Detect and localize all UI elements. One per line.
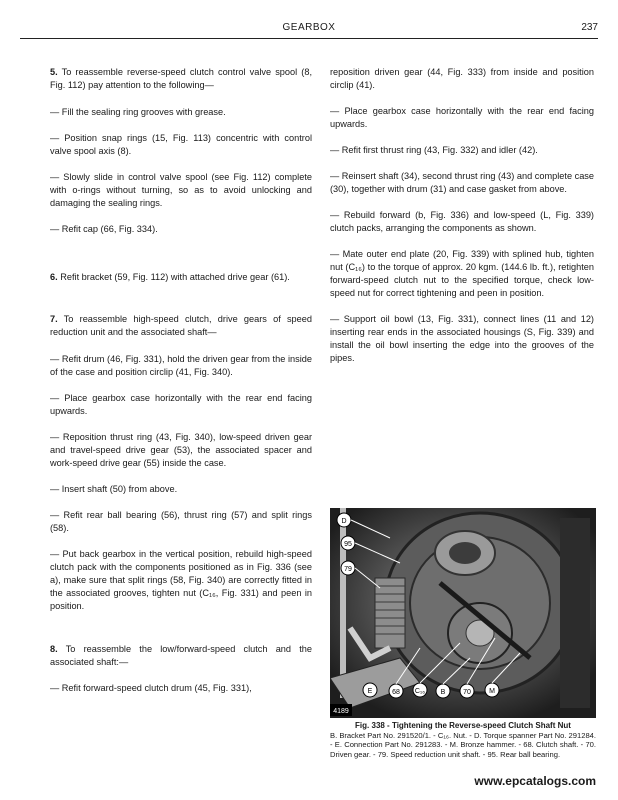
step-5c: — Slowly slide in control valve spool (see Fig. 112) complete with o-rings without turning, so as to avoid unlocking and damaging the sealing rings. <box>50 172 312 208</box>
caption-body: B. Bracket Part No. 291520/1. - C₁₆. Nut. - D. Torque spanner Part No. 291284. - E. Connection Part No. 291283. - M. Bronze hammer. - 68. Clutch shaft. - 70. Driven gear. - 79. Speed reduction unit shaft. - 95. Rear ball bearing. <box>330 730 596 759</box>
label-e: E <box>367 688 373 695</box>
label-70: 70 <box>463 689 471 696</box>
step-5d: — Refit cap (66, Fig. 334). <box>50 224 158 234</box>
caption-title: Fig. 338 - Tightening the Reverse-speed Clutch Shaft Nut <box>355 721 571 730</box>
label-68: 68 <box>392 689 400 696</box>
label-95: 95 <box>344 541 352 548</box>
step-7f: — Put back gearbox in the vertical position, rebuild high-speed clutch pack with the components positioned as in Fig. 336 (see a), make sure that split rings (58, Fig. 340) are correctly fitted in the associated grooves, tighten nut (C₁₆, Fig. 331) and peen in position. <box>50 549 312 611</box>
step-7a: — Refit drum (46, Fig. 331), hold the driven gear from the inside of the case and position circlip (41, Fig. 340). <box>50 354 312 377</box>
figure-338-photo <box>330 508 596 718</box>
step-8 <box>50 643 312 669</box>
label-b: B <box>440 689 446 696</box>
step-number: 5. <box>50 67 58 77</box>
step-7d: — Insert shaft (50) from above. <box>50 484 178 494</box>
label-79: 79 <box>344 566 352 573</box>
right-column <box>330 66 594 365</box>
photo-number: 4189 <box>333 708 349 715</box>
step-text: To reassemble high-speed clutch, drive gears of speed reduction unit and the associated shaft— <box>50 314 312 337</box>
figure-caption <box>330 721 596 759</box>
step-text: To reassemble the low/forward-speed clutch and the associated shaft:— <box>50 644 312 667</box>
label-d: D <box>341 518 347 525</box>
left-column <box>50 66 312 695</box>
step-8a-cont: reposition driven gear (44, Fig. 333) from inside and position circlip (41). <box>330 67 594 90</box>
page-header <box>20 18 598 39</box>
step-text: Refit bracket (59, Fig. 112) with attached drive gear (61). <box>60 272 290 282</box>
step-number: 6. <box>50 272 58 282</box>
step-5 <box>50 66 312 92</box>
label-c16: C₁₆ <box>414 688 426 695</box>
step-7b: — Place gearbox case horizontally with the rear end facing upwards. <box>50 393 312 416</box>
step-6 <box>50 271 312 284</box>
page-number: 237 <box>581 22 598 33</box>
step-number: 7. <box>50 314 58 324</box>
step-5b: — Position snap rings (15, Fig. 113) concentric with control valve spool axis (8). <box>50 133 312 156</box>
gearbox-photo-illustration <box>330 508 596 718</box>
step-8g: — Support oil bowl (13, Fig. 331), connect lines (11 and 12) inserting rear ends in the associated housings (S, Fig. 339) and install the oil bowl inserting the edge into the grooves of the pipes. <box>330 314 594 363</box>
step-8d: — Reinsert shaft (34), second thrust ring (43) and complete case (30), together with drum (31) and case gasket from above. <box>330 171 595 194</box>
step-7c: — Reposition thrust ring (43, Fig. 340), low-speed driven gear and travel-speed drive gear (53), the associated spacer and work-speed drive gear (55) inside the case. <box>50 432 312 468</box>
step-8a: — Refit forward-speed clutch drum (45, Fig. 331), <box>50 683 252 693</box>
step-7 <box>50 313 312 339</box>
step-7e: — Refit rear ball bearing (56), thrust ring (57) and split rings (58). <box>50 510 312 533</box>
step-8f: — Mate outer end plate (20, Fig. 339) with splined hub, tighten nut (C₁₆) to the torque of approx. 20 kgm. (144.6 lb. ft.), retighten forward-speed clutch nut to the specified torque, check low-speed nut for correct tightening and peen in position. <box>330 249 594 298</box>
step-8e: — Rebuild forward (b, Fig. 336) and low-speed (L, Fig. 339) clutch packs, arranging the components as shown. <box>330 210 594 233</box>
step-8c: — Refit first thrust ring (43, Fig. 332) and idler (42). <box>330 145 538 155</box>
step-number: 8. <box>50 644 58 654</box>
step-8b: — Place gearbox case horizontally with the rear end facing upwards. <box>330 106 594 129</box>
label-m: M <box>489 688 495 695</box>
step-text: To reassemble reverse-speed clutch control valve spool (8, Fig. 112) pay attention to the following— <box>50 67 313 90</box>
step-5a: — Fill the sealing ring grooves with grease. <box>50 107 226 117</box>
watermark: www.epcatalogs.com <box>474 774 596 788</box>
section-title: GEARBOX <box>282 22 336 33</box>
